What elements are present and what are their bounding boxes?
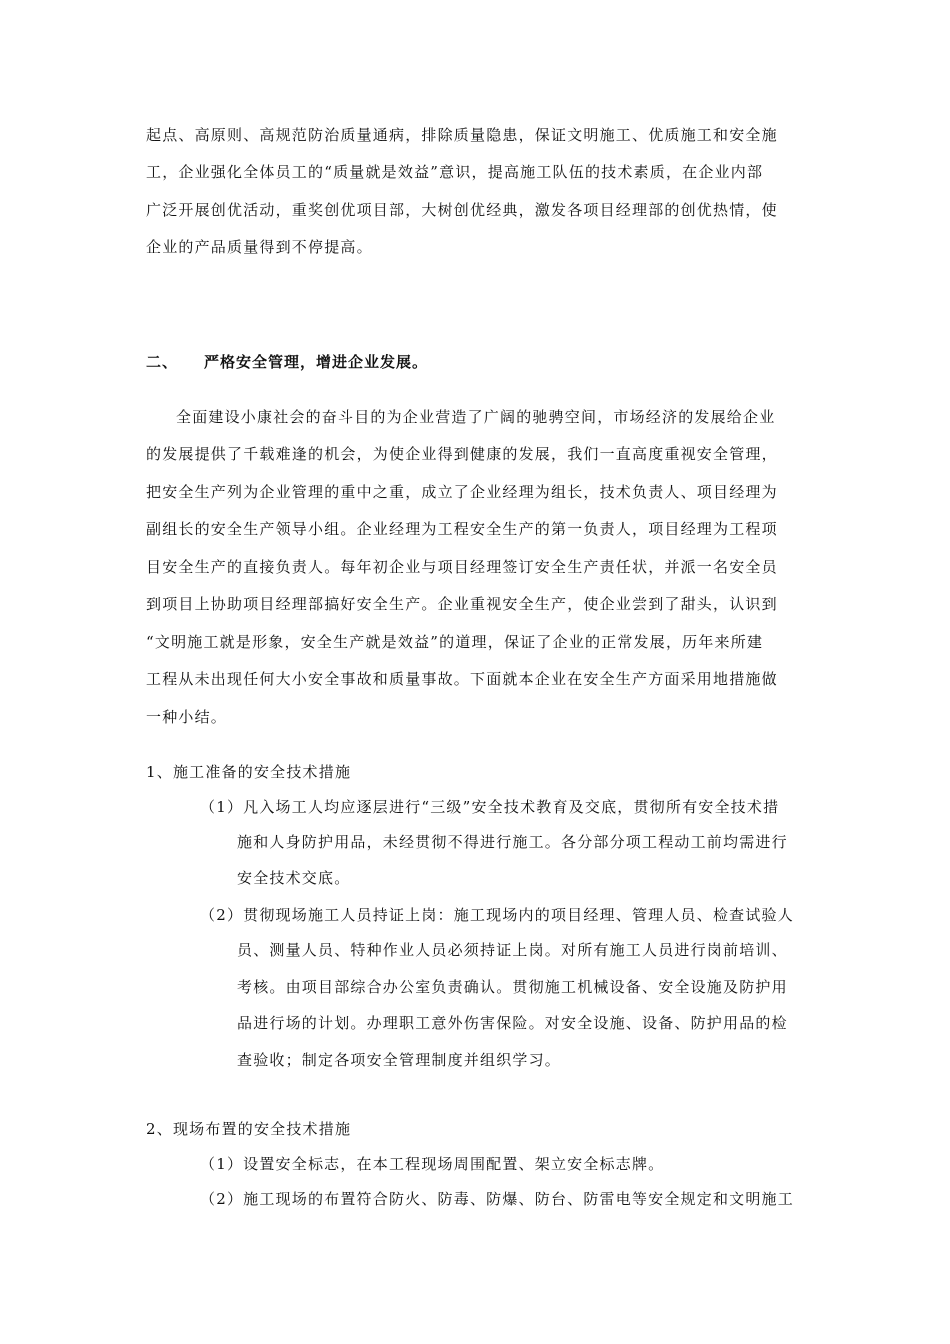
body-line: 把安全生产列为企业管理的重中之重，成立了企业经理为组长，技术负责人、项目经理为 [146,483,778,501]
list-item-line: 员、测量人员、特种作业人员必须持证上岗。对所有施工人员进行岗前培训、 [237,941,788,959]
body-line: 全面建设小康社会的奋斗目的为企业营造了广阔的驰骋空间，市场经济的发展给企业 [176,408,776,426]
intro-line: 工，企业强化全体员工的“质量就是效益”意识，提高施工队伍的技术素质，在企业内部 [146,163,764,181]
body-line: 的发展提供了千载难逢的机会，为使企业得到健康的发展，我们一直高度重视安全管理， [146,445,778,463]
section-heading [146,352,428,372]
intro-line: 起点、高原则、高规范防治质量通病，排除质量隐患，保证文明施工、优质施工和安全施 [146,126,778,144]
body-line: 副组长的安全生产领导小组。企业经理为工程安全生产的第一负责人，项目经理为工程项 [146,520,778,538]
list-item-line: 品进行场的计划。办理职工意外伤害保险。对安全设施、设备、防护用品的检 [237,1014,788,1032]
body-line: “文明施工就是形象，安全生产就是效益”的道理，保证了企业的正常发展，历年来所建 [146,633,764,651]
list-item-line: （2）贯彻现场施工人员持证上岗：施工现场内的项目经理、管理人员、检查试验人 [200,906,794,924]
body-line: 一种小结。 [146,708,228,726]
intro-line: 企业的产品质量得到不停提高。 [146,238,373,256]
section-title: 严格安全管理，增进企业发展。 [204,353,429,371]
subsection-title: 1、施工准备的安全技术措施 [146,763,352,781]
list-item-line: （1）设置安全标志，在本工程现场周围配置、架立安全标志牌。 [200,1155,665,1173]
section-number: 二、 [146,353,179,371]
list-item-line: 安全技术交底。 [237,869,351,887]
body-line: 到项目上协助项目经理部搞好安全生产。企业重视安全生产，使企业尝到了甜头，认识到 [146,595,778,613]
body-line: 工程从未出现任何大小安全事故和质量事故。下面就本企业在安全生产方面采用地措施做 [146,670,778,688]
intro-line: 广泛开展创优活动，重奖创优项目部，大树创优经典，激发各项目经理部的创优热情，使 [146,201,778,219]
subsection-title: 2、现场布置的安全技术措施 [146,1120,352,1138]
list-item-line: （1）凡入场工人均应逐层进行“三级”安全技术教育及交底，贯彻所有安全技术措 [200,798,780,816]
list-item-line: 施和人身防护用品，未经贯彻不得进行施工。各分部分项工程动工前均需进行 [237,833,788,851]
list-item-line: 查验收；制定各项安全管理制度并组织学习。 [237,1051,562,1069]
list-item-line: （2）施工现场的布置符合防火、防毒、防爆、防台、防雷电等安全规定和文明施工 [200,1190,794,1208]
body-line: 目安全生产的直接负责人。每年初企业与项目经理签订安全生产责任状，并派一名安全员 [146,558,778,576]
list-item-line: 考核。由项目部综合办公室负责确认。贯彻施工机械设备、安全设施及防护用 [237,978,788,996]
